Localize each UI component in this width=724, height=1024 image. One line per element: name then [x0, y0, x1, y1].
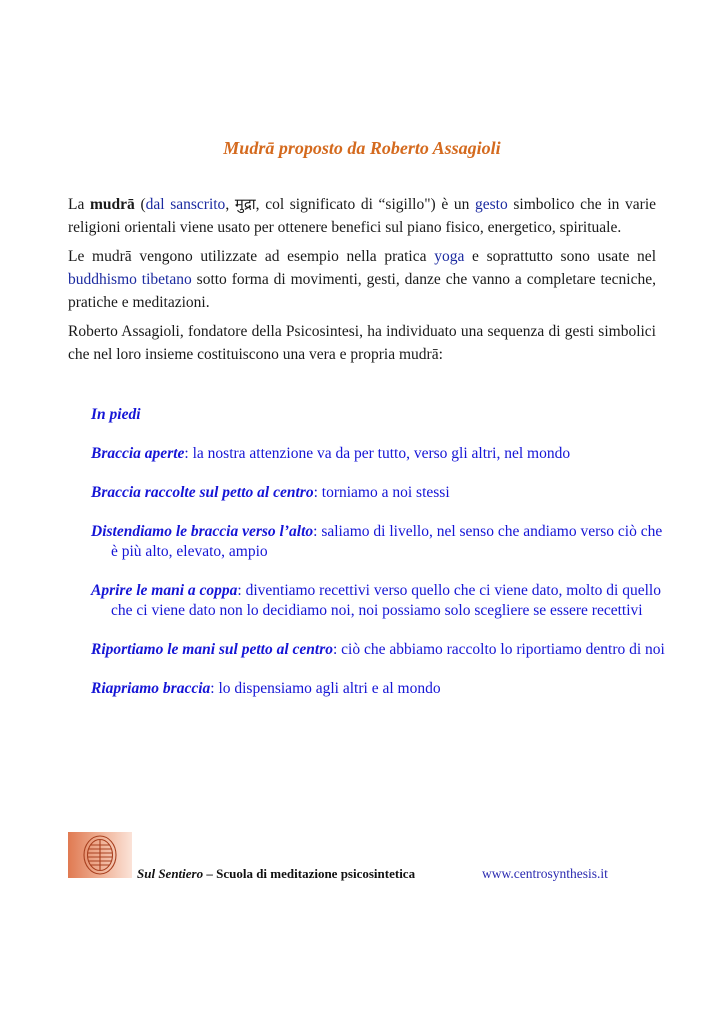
step-item	[91, 581, 671, 621]
footer-dash: –	[203, 866, 217, 881]
step-title: Braccia aperte	[91, 445, 185, 462]
link-yoga[interactable]: yoga	[434, 248, 465, 265]
intro-paragraph-1	[68, 193, 656, 239]
link-sanscrito[interactable]: sanscrito	[170, 196, 226, 213]
intro-text-run: Le mudrā vengono utilizzate ad esempio nella pratica	[68, 248, 435, 265]
intro-text-run: La	[68, 196, 90, 213]
intro-text-run: ,	[225, 196, 235, 213]
devanagari-word: मुद्रा	[234, 195, 256, 213]
footer-school-name: Scuola di meditazione psicosintetica	[216, 866, 416, 881]
step-item	[91, 640, 671, 660]
intro-text	[68, 193, 656, 372]
step-description: : lo dispensiamo agli altri e al mondo	[210, 680, 441, 697]
footer-school	[137, 866, 415, 882]
intro-text-run: (	[134, 196, 146, 213]
logo-graphic	[82, 834, 118, 876]
step-description: : ciò che abbiamo raccolto lo riportiamo dentro di noi	[333, 641, 665, 658]
step-description: : saliamo di livello, nel senso che andiamo verso ciò che è più alto, elevato, ampio	[111, 523, 663, 560]
intro-text-run: , col significato di “sigillo") è un	[255, 196, 476, 213]
step-description: : la nostra attenzione va da per tutto, verso gli altri, nel mondo	[184, 445, 571, 462]
step-item	[91, 483, 671, 503]
intro-paragraph-3: Roberto Assagioli, fondatore della Psicosintesi, ha individuato una sequenza di gesti simbolici che nel loro insieme costituiscono una vera e propria mudrā:	[68, 323, 656, 363]
intro-text-run: sotto forma di movimenti, gesti, danze che vanno a completare tecniche, pratiche e meditazioni.	[68, 271, 656, 311]
intro-text-run: simbolico che in varie religioni orientali viene usato per ottenere benefici sul piano fisico, energetico, spirituale.	[68, 196, 657, 236]
step-title: Distendiamo le braccia verso l’alto	[91, 523, 314, 540]
footer-website-link[interactable]: www.centrosynthesis.it	[482, 866, 608, 881]
step-title: Riportiamo le mani sul petto al centro	[91, 641, 333, 658]
step-title: Braccia raccolte sul petto al centro	[91, 484, 314, 501]
step-title: In piedi	[91, 406, 141, 423]
link-dal[interactable]: dal	[145, 196, 165, 213]
step-item	[91, 679, 671, 699]
mudra-steps-list	[91, 405, 671, 718]
link-gesto[interactable]: gesto	[475, 196, 508, 213]
step-title: Riapriamo braccia	[91, 680, 211, 697]
footer-brand: Sul Sentiero	[137, 866, 204, 881]
step-item	[91, 444, 671, 464]
step-item	[91, 405, 671, 425]
step-item	[91, 522, 671, 562]
step-title: Aprire le mani a coppa	[91, 582, 238, 599]
spiral-maze-logo-icon	[68, 832, 132, 878]
intro-paragraph-2	[68, 245, 656, 314]
step-description: : diventiamo recettivi verso quello che ci viene dato, molto di quello che ci viene dato non lo decidiamo noi, noi possiamo solo scegliere se essere recettivi	[111, 582, 661, 619]
mudra-term: mudrā	[90, 196, 135, 213]
intro-text-run: e soprattutto sono usate nel	[464, 248, 656, 265]
step-description: : torniamo a noi stessi	[313, 484, 450, 501]
page-title: Mudrā proposto da Roberto Assagioli	[223, 138, 501, 158]
link-buddhismo-tibetano[interactable]: buddhismo tibetano	[68, 271, 192, 288]
